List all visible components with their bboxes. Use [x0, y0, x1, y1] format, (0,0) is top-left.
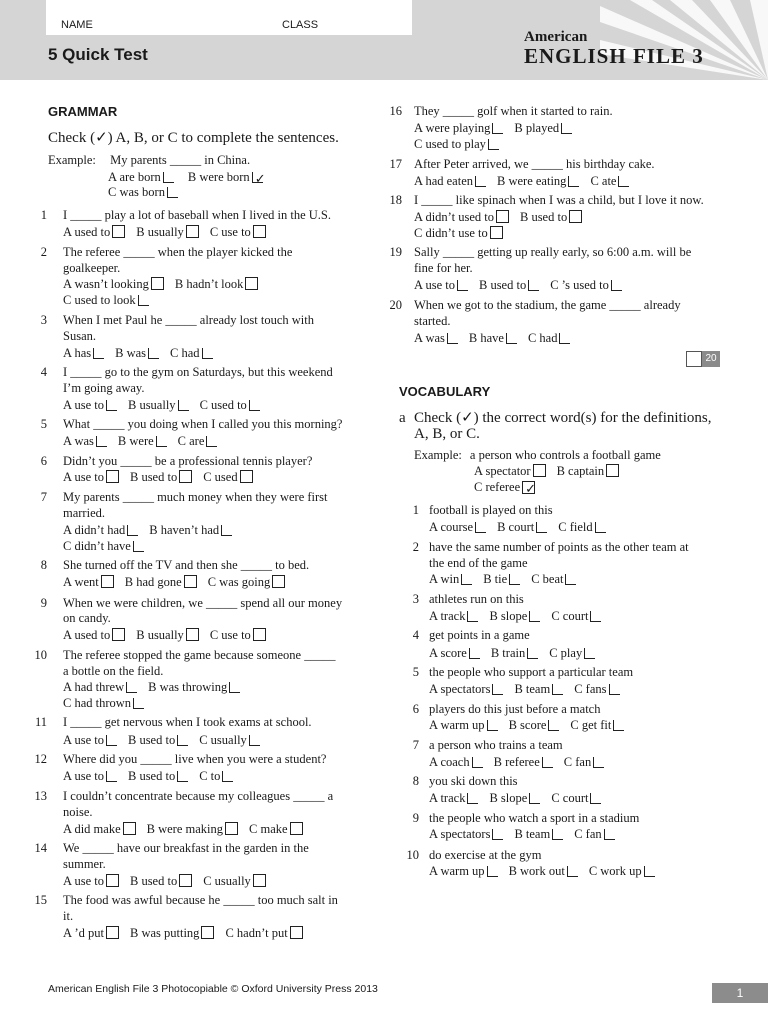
question-4-options: A use to B usually C used to: [63, 398, 263, 412]
checkbox[interactable]: [595, 522, 606, 533]
checkbox[interactable]: [112, 628, 125, 641]
grammar-example-options: [108, 170, 266, 184]
checkbox[interactable]: [457, 280, 468, 291]
question-3-cont: Susan.: [63, 329, 96, 343]
checkbox[interactable]: [106, 926, 119, 939]
checkbox[interactable]: [249, 400, 260, 411]
checkbox[interactable]: [202, 348, 213, 359]
question-14-cont: summer.: [63, 857, 106, 871]
checkbox[interactable]: [569, 210, 582, 223]
checkbox[interactable]: [488, 139, 499, 150]
checkbox[interactable]: [177, 771, 188, 782]
checkbox[interactable]: [249, 735, 260, 746]
option-b: B were born: [187, 170, 250, 184]
question-16-options: A were playing B played: [414, 121, 575, 135]
question-14: 14 We _____ have our breakfast in the garden in the: [34, 841, 309, 855]
question-15: 15 The food was awful because he _____ too much salt in: [34, 893, 338, 907]
question-11: 11 I _____ get nervous when I took exams at school.: [34, 715, 312, 729]
quick-test-title: 5 Quick Test: [48, 45, 148, 64]
question-2-option-c: C used to look: [63, 293, 152, 307]
brand-american: American: [524, 29, 588, 45]
checkbox[interactable]: [106, 874, 119, 887]
question-17-options: A had eaten B were eating C ate: [414, 174, 632, 188]
vocab-6: 6 players do this just before a match: [412, 702, 601, 716]
score-total: 20: [702, 351, 720, 367]
option-c: C was born: [108, 185, 165, 199]
check-mark-icon: ✓: [254, 171, 266, 186]
question-14-options: A use to B used to C usually: [63, 874, 269, 888]
checkbox[interactable]: [126, 682, 137, 693]
check-mark-icon: ✓: [525, 481, 537, 496]
checkbox[interactable]: [590, 793, 601, 804]
checkbox[interactable]: [186, 628, 199, 641]
checkbox[interactable]: [475, 176, 486, 187]
question-10-option-c: C had thrown: [63, 696, 147, 710]
checkbox[interactable]: [178, 400, 189, 411]
vocab-2: 2 have the same number of points as the other team at: [412, 540, 689, 554]
vocab-8-options: A track B slope C court: [429, 791, 604, 805]
checkbox[interactable]: [565, 574, 576, 585]
checkbox[interactable]: [613, 720, 624, 731]
vocab-2-cont: the end of the game: [429, 556, 528, 570]
checkbox[interactable]: [133, 541, 144, 552]
question-9: 9 When we were children, we _____ spend all our money: [40, 596, 343, 610]
question-16: 16 They _____ golf when it started to rain.: [389, 104, 613, 118]
question-20-options: A was B have C had: [414, 331, 573, 345]
checkbox[interactable]: [163, 172, 174, 183]
checkbox[interactable]: [225, 822, 238, 835]
question-19-options: A use to B used to C ’s used to: [414, 278, 625, 292]
question-9-options: A used to B usually C use to: [63, 628, 269, 642]
checkbox[interactable]: [604, 829, 615, 840]
checkbox[interactable]: [222, 771, 233, 782]
vocab-2-options: A win B tie C beat: [429, 572, 579, 586]
vocabulary-example-option-c: C referee ✓: [474, 480, 537, 496]
question-2: 2 The referee _____ when the player kicked the: [40, 245, 293, 259]
class-label: CLASS: [282, 19, 319, 31]
vocab-9-options: A spectators B team C fan: [429, 827, 618, 841]
checkbox[interactable]: [527, 648, 538, 659]
checkbox[interactable]: [467, 611, 478, 622]
vocab-1: 1 football is played on this: [412, 503, 553, 517]
checkbox[interactable]: [533, 464, 546, 477]
question-6-options: A use to B used to C used: [63, 470, 256, 484]
checkbox[interactable]: [552, 829, 563, 840]
checkbox[interactable]: [106, 771, 117, 782]
name-label: NAME: [61, 19, 93, 31]
checkbox[interactable]: [611, 280, 622, 291]
checkbox[interactable]: [272, 575, 285, 588]
checkbox[interactable]: [179, 470, 192, 483]
checkbox[interactable]: [528, 280, 539, 291]
checkbox[interactable]: [148, 348, 159, 359]
checkbox[interactable]: [548, 720, 559, 731]
question-7: 7 My parents _____ much money when they were first: [40, 490, 328, 504]
checkbox[interactable]: [127, 525, 138, 536]
question-2-cont: goalkeeper.: [63, 261, 121, 275]
checkbox[interactable]: [221, 525, 232, 536]
checkbox[interactable]: [492, 829, 503, 840]
name-class-strip: [46, 0, 412, 35]
question-8-options: A went B had gone C was going: [63, 575, 288, 589]
checkbox[interactable]: [492, 123, 503, 134]
checkbox[interactable]: [567, 866, 578, 877]
checkbox[interactable]: [245, 277, 258, 290]
checkbox[interactable]: [290, 926, 303, 939]
checkbox[interactable]: [542, 757, 553, 768]
checkbox[interactable]: [229, 682, 240, 693]
question-5: 5 What _____ you doing when I called you this morning?: [40, 417, 343, 431]
example-label: Example:: [48, 153, 96, 167]
question-18-option-c: C didn’t use to: [414, 226, 506, 240]
checkbox[interactable]: [552, 684, 563, 695]
grammar-heading: GRAMMAR: [48, 104, 118, 119]
checkbox[interactable]: [593, 757, 604, 768]
checkbox[interactable]: [644, 866, 655, 877]
vocab-7: 7 a person who trains a team: [412, 738, 563, 752]
vocabulary-example-options: A spectator B captain: [474, 464, 622, 478]
question-15-options: A ’d put B was putting C hadn’t put: [63, 926, 306, 940]
question-13: 13 I couldn’t concentrate because my colleagues _____ a: [34, 789, 334, 803]
checkbox[interactable]: [106, 470, 119, 483]
checkbox[interactable]: [584, 648, 595, 659]
checkbox[interactable]: [447, 333, 458, 344]
question-3: 3 When I met Paul he _____ already lost touch with: [40, 313, 314, 327]
grammar-example-stem: [48, 153, 250, 167]
vocab-1-options: A course B court C field: [429, 520, 609, 534]
grammar-instruction: Check (✓) A, B, or C to complete the sentences.: [48, 130, 339, 146]
vocabulary-heading: VOCABULARY: [399, 384, 491, 399]
vocab-5: 5 the people who support a particular team: [412, 665, 634, 679]
checkbox[interactable]: [496, 210, 509, 223]
checkbox[interactable]: [112, 225, 125, 238]
checkbox[interactable]: [156, 436, 167, 447]
checkbox[interactable]: [561, 123, 572, 134]
checkbox[interactable]: [96, 436, 107, 447]
checkbox[interactable]: [253, 874, 266, 887]
question-3-options: A has B was C had: [63, 346, 216, 360]
question-18-options: A didn’t used to B used to: [414, 210, 585, 224]
question-16-option-c: C used to play: [414, 137, 502, 151]
vocabulary-example: Example: a person who controls a football game: [414, 448, 661, 462]
checkbox[interactable]: [461, 574, 472, 585]
checkbox[interactable]: [138, 295, 149, 306]
question-20-cont: started.: [414, 314, 451, 328]
checkbox[interactable]: [179, 874, 192, 887]
question-10-options: A had threw B was throwing: [63, 680, 243, 694]
checkbox[interactable]: [206, 436, 217, 447]
checkbox[interactable]: [509, 574, 520, 585]
question-19: 19 Sally _____ getting up really early, so 6:00 a.m. will be: [389, 245, 692, 259]
checkbox[interactable]: [151, 277, 164, 290]
checkbox[interactable]: [123, 822, 136, 835]
question-12: 12 Where did you _____ live when you were a student?: [34, 752, 327, 766]
checkbox[interactable]: [290, 822, 303, 835]
question-4: 4 I _____ go to the gym on Saturdays, but this weekend: [40, 365, 333, 379]
checkbox[interactable]: [472, 757, 483, 768]
checkbox[interactable]: [529, 611, 540, 622]
vocab-10: 10 do exercise at the gym: [406, 848, 542, 862]
vocab-6-options: A warm up B score C get fit: [429, 718, 627, 732]
checkbox[interactable]: [106, 735, 117, 746]
checkbox[interactable]: [492, 684, 503, 695]
grammar-example-option-c: [108, 185, 181, 199]
question-8: 8 She turned off the TV and then she _____ to bed.: [40, 558, 310, 572]
checkbox[interactable]: [618, 176, 629, 187]
checkbox[interactable]: [133, 698, 144, 709]
question-7-cont: married.: [63, 506, 105, 520]
question-17: 17 After Peter arrived, we _____ his birthday cake.: [389, 157, 655, 171]
example-sentence: My parents _____ in China.: [110, 153, 251, 167]
checkbox[interactable]: [469, 648, 480, 659]
checkbox[interactable]: [609, 684, 620, 695]
checkbox[interactable]: [487, 720, 498, 731]
page-number: 1: [712, 983, 768, 1003]
question-9-cont: on candy.: [63, 611, 111, 625]
checkbox[interactable]: [101, 575, 114, 588]
checkbox[interactable]: [253, 225, 266, 238]
vocab-3-options: A track B slope C court: [429, 609, 604, 623]
checkbox-checked[interactable]: [252, 171, 266, 186]
question-1: 1 I _____ play a lot of baseball when I lived in the U.S.: [40, 208, 331, 222]
question-2-options: A wasn’t looking B hadn’t look: [63, 277, 261, 291]
checkbox[interactable]: [184, 575, 197, 588]
question-10: 10 The referee stopped the game because someone _____: [34, 648, 336, 662]
question-13-cont: noise.: [63, 805, 93, 819]
checkbox[interactable]: [529, 793, 540, 804]
question-18: 18 I _____ like spinach when I was a child, but I love it now.: [389, 193, 704, 207]
checkbox[interactable]: [186, 225, 199, 238]
checkbox[interactable]: [568, 176, 579, 187]
question-4-cont: I’m going away.: [63, 381, 145, 395]
checkbox[interactable]: [536, 522, 547, 533]
brand-title: ENGLISH FILE 3: [524, 44, 704, 68]
checkbox[interactable]: [559, 333, 570, 344]
score-input-box[interactable]: [686, 351, 702, 367]
checkbox[interactable]: [167, 187, 178, 198]
checkbox[interactable]: [177, 735, 188, 746]
question-10-cont: a bottle on the field.: [63, 664, 164, 678]
question-19-cont: fine for her.: [414, 261, 473, 275]
vocab-5-options: A spectators B team C fans: [429, 682, 623, 696]
question-11-options: A use to B used to C usually: [63, 733, 263, 747]
header-band: [0, 0, 768, 80]
checkbox[interactable]: [467, 793, 478, 804]
vocab-3: 3 athletes run on this: [412, 592, 524, 606]
vocab-4: 4 get points in a game: [412, 628, 530, 642]
checkbox[interactable]: [93, 348, 104, 359]
vocabulary-part-a: a: [399, 410, 406, 426]
question-6: 6 Didn’t you _____ be a professional tennis player?: [40, 454, 313, 468]
vocab-9: 9 the people who watch a sport in a stadium: [412, 811, 640, 825]
checkbox[interactable]: [253, 628, 266, 641]
vocab-10-options: A warm up B work out C work up: [429, 864, 658, 878]
vocabulary-instruction-1: Check (✓) the correct word(s) for the definitions,: [414, 410, 712, 426]
question-15-cont: it.: [63, 909, 74, 923]
question-20: 20 When we got to the stadium, the game _____ already: [389, 298, 681, 312]
vocab-4-options: A score B train C play: [429, 646, 598, 660]
checkbox[interactable]: [506, 333, 517, 344]
option-a: A are born: [108, 170, 161, 184]
question-7-option-c: C didn’t have: [63, 539, 147, 553]
vocab-7-options: A coach B referee C fan: [429, 755, 607, 769]
vocab-8: 8 you ski down this: [412, 774, 518, 788]
checkbox-checked[interactable]: [522, 481, 535, 494]
checkbox[interactable]: [201, 926, 214, 939]
question-7-options: A didn’t had B haven’t had: [63, 523, 235, 537]
checkbox[interactable]: [490, 226, 503, 239]
checkbox[interactable]: [240, 470, 253, 483]
checkbox[interactable]: [590, 611, 601, 622]
checkbox[interactable]: [475, 522, 486, 533]
checkbox[interactable]: [487, 866, 498, 877]
checkbox[interactable]: [606, 464, 619, 477]
vocabulary-instruction-2: A, B, or C.: [414, 426, 480, 442]
question-13-options: A did make B were making C make: [63, 822, 306, 836]
footer-copyright: American English File 3 Photocopiable © Oxford University Press 2013: [48, 983, 378, 995]
question-5-options: A was B were C are: [63, 434, 220, 448]
checkbox[interactable]: [106, 400, 117, 411]
question-12-options: A use to B used to C to: [63, 769, 236, 783]
question-1-options: A used to B usually C use to: [63, 225, 269, 239]
